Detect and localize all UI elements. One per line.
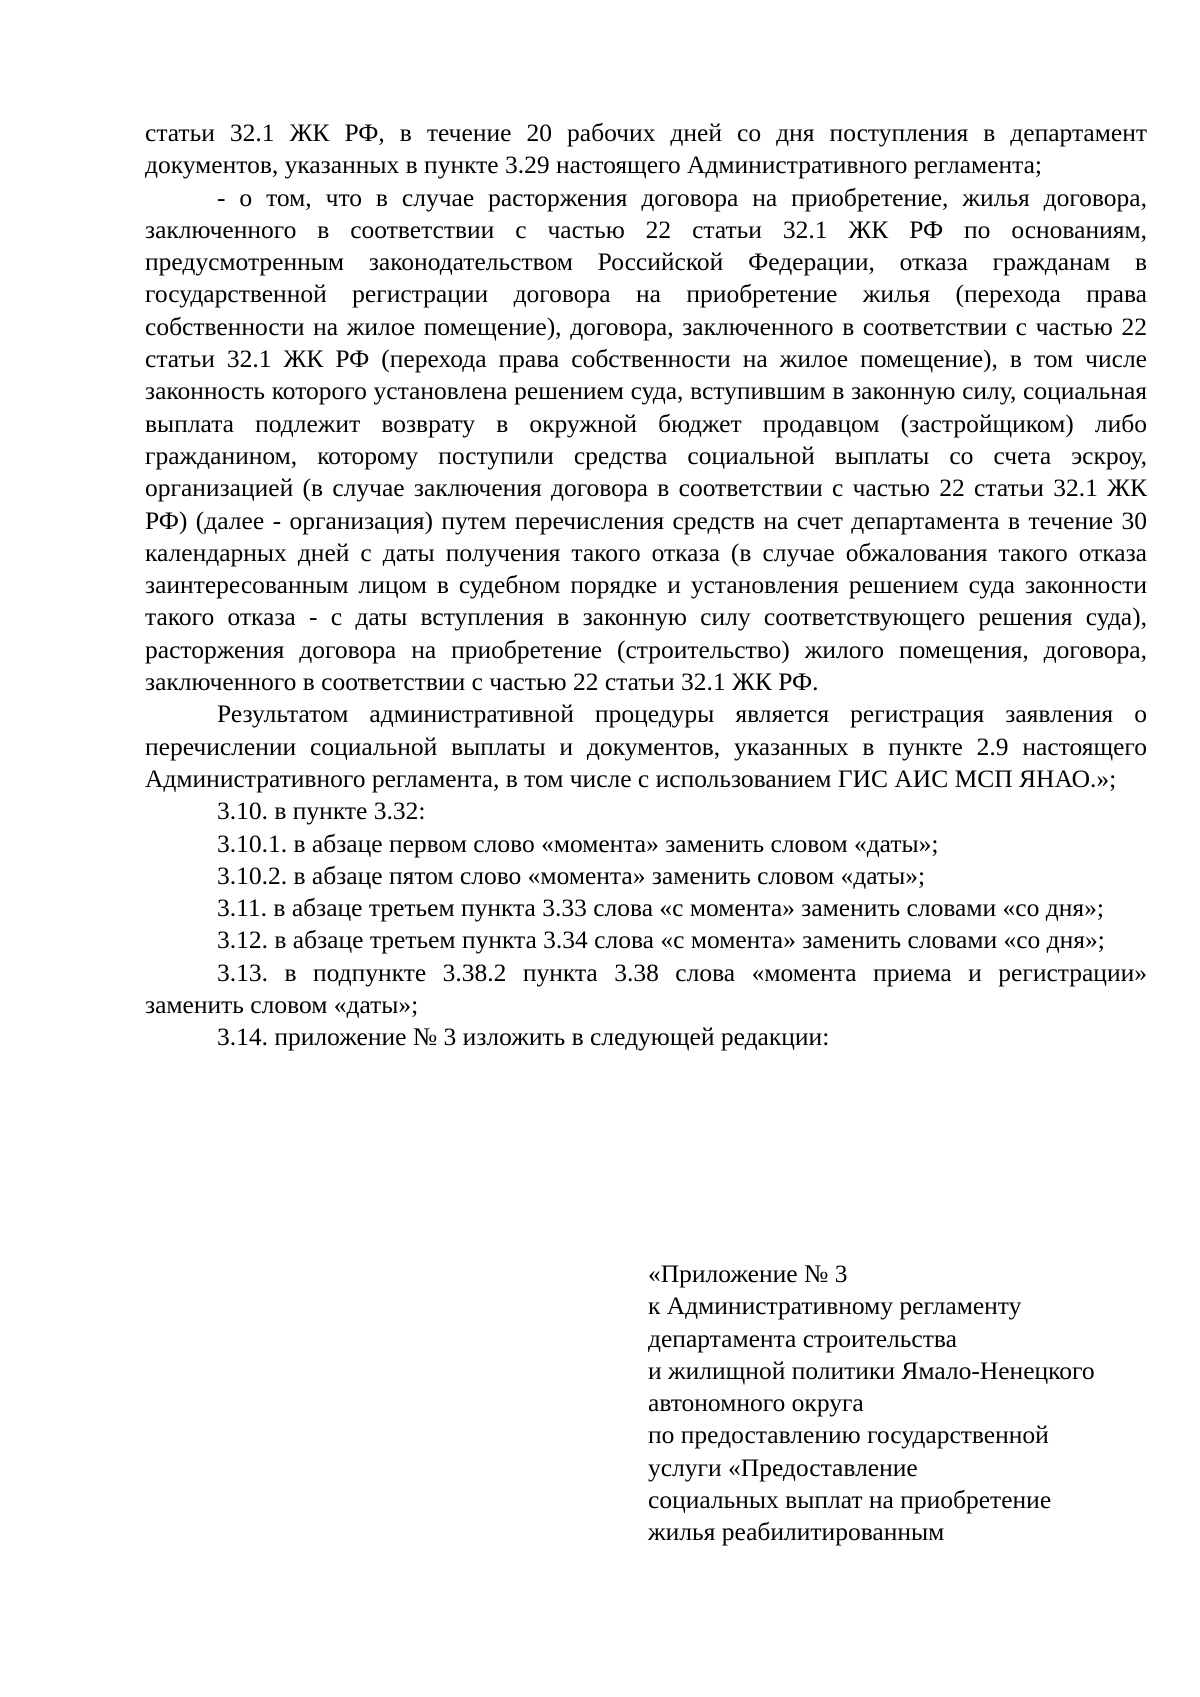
appendix-header-line: и жилищной политики Ямало-Ненецкого	[648, 1355, 1095, 1385]
appendix-header-line: департамента строительства	[648, 1323, 957, 1353]
paragraph-item-3-10: 3.10. в пункте 3.32:	[217, 796, 426, 826]
paragraph-procedure-result: Результатом административной процедуры является регистрация заявления о перечислении социальной выплаты и документов, указанных в пункте 2.9 настоящего Административного регламента, в том числе с использованием ГИС АИС МСП ЯНАО.»;	[145, 699, 1147, 793]
paragraph-termination-refund: - о том, что в случае расторжения договора на приобретение, жилья договора, заключенного в соответствии с частью 22 статьи 32.1 ЖК РФ по основаниям, предусмотренным законодательством Российской Федерации, отказа гражданам в государственной регистрации договора на приобретение жилья (перехода права собственности на жилое помещение), договора, заключенного в соответствии с частью 22 статьи 32.1 ЖК РФ (перехода права собственности на жилое помещение), в том числе законность которого установлена решением суда, вступившим в законную силу, социальная выплата подлежит возврату в окружной бюджет продавцом (застройщиком) либо гражданином, которому поступили средства социальной выплаты со счета эскроу, организацией (в случае заключения договора в соответствии с частью 22 статьи 32.1 ЖК РФ) (далее - организация) путем перечисления средств на счет департамента в течение 30 календарных дней с даты получения такого отказа (в случае обжалования такого отказа заинтересованным лицом в судебном порядке и установления решением суда законности такого отказа - с даты вступления в законную силу соответствующего решения суда), расторжения договора на приобретение (строительство) жилого помещения, договора, заключенного в соответствии с частью 22 статьи 32.1 ЖК РФ.	[145, 182, 1147, 697]
paragraph-item-3-13: 3.13. в подпункте 3.38.2 пункта 3.38 слова «момента приема и регистрации» заменить словом «даты»;	[145, 957, 1147, 1020]
appendix-header-line: жилья реабилитированным	[648, 1517, 945, 1547]
appendix-header-line: социальных выплат на приобретение	[648, 1485, 1052, 1515]
appendix-header-line: услуги «Предоставление	[648, 1452, 918, 1482]
paragraph-item-3-10-1: 3.10.1. в абзаце первом слово «момента» заменить словом «даты»;	[217, 828, 939, 858]
appendix-header-line: автономного округа	[648, 1388, 864, 1418]
paragraph-item-3-10-2: 3.10.2. в абзаце пятом слово «момента» заменить словом «даты»;	[217, 860, 926, 890]
paragraph-item-3-11: 3.11. в абзаце третьем пункта 3.33 слова «с момента» заменить словами «со дня»;	[217, 893, 1104, 923]
appendix-header-line: «Приложение № 3	[648, 1259, 848, 1288]
document-body	[145, 117, 1147, 1054]
paragraph-item-3-12: 3.12. в абзаце третьем пункта 3.34 слова «с момента» заменить словами «со дня»;	[217, 925, 1105, 955]
appendix-header	[648, 1258, 1168, 1549]
paragraph-item-3-14: 3.14. приложение № 3 изложить в следующей редакции:	[217, 1022, 830, 1052]
paragraph-continuation: статьи 32.1 ЖК РФ, в течение 20 рабочих дней со дня поступления в департамент документов, указанных в пункте 3.29 настоящего Административного регламента;	[145, 118, 1147, 180]
appendix-header-line: по предоставлению государственной	[648, 1420, 1049, 1450]
appendix-header-line: к Административному регламенту	[648, 1291, 1022, 1321]
